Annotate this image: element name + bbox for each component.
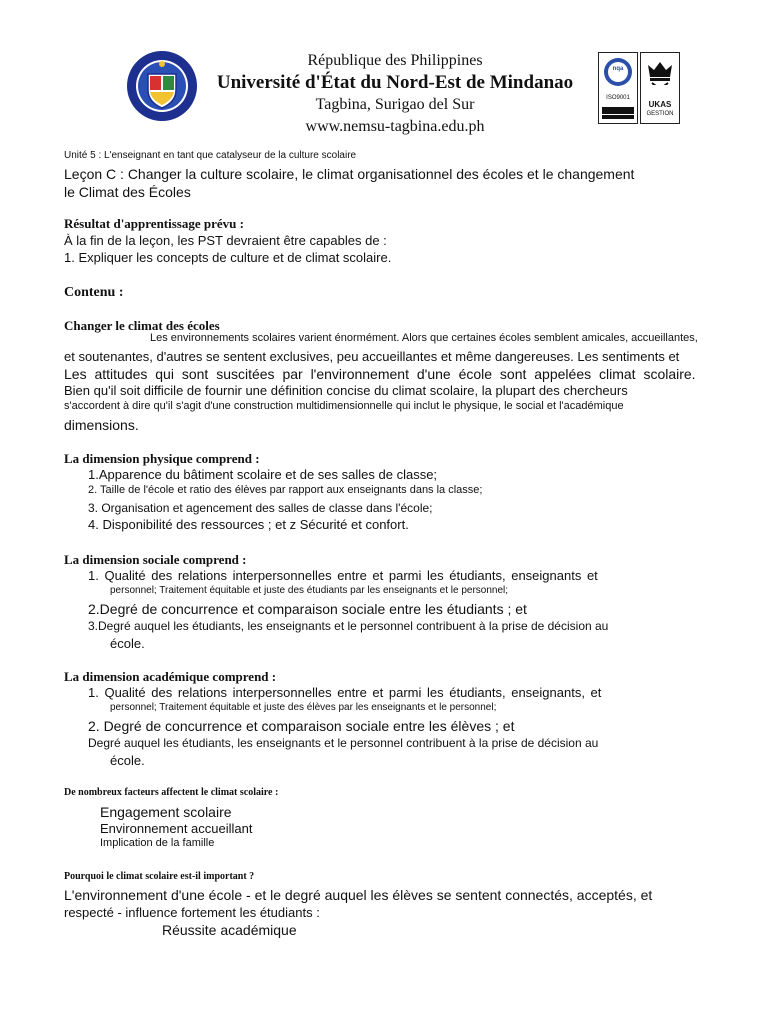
academic-heading: La dimension académique comprend :: [64, 669, 277, 684]
iso-label: ISO9001: [606, 95, 630, 101]
change-heading: Changer le climat des écoles: [64, 318, 220, 333]
paragraph-line: et soutenantes, d'autres se sentent exclusives, peu accueillantes et même dangereuses. Les sentiments et: [64, 349, 680, 364]
crown-icon: [642, 57, 678, 85]
list-item: Engagement scolaire: [100, 804, 232, 820]
list-item: Environnement accueillant: [100, 821, 253, 836]
paragraph-line: dimensions.: [64, 417, 139, 433]
iso-certification-badge: [598, 52, 638, 124]
paragraph-line: Bien qu'il soit difficile de fournir une définition concise du climat scolaire, la plupart des chercheurs: [64, 383, 628, 398]
paragraph-line: Les environnements scolaires varient énormément. Alors que certaines écoles semblent amicales, accueillantes,: [150, 332, 698, 344]
list-item: 2.Degré de concurrence et comparaison sociale entre les étudiants ; et: [88, 601, 527, 617]
list-item: personnel; Traitement équitable et juste des élèves par les enseignants et le personnel;: [110, 702, 497, 713]
lesson-title-line-2: le Climat des Écoles: [64, 184, 191, 200]
paragraph-line: respecté - influence fortement les étudiants :: [64, 905, 320, 920]
ukas-accreditation-badge: [640, 52, 680, 124]
cert-band: [602, 107, 634, 114]
list-item: 2. Degré de concurrence et comparaison sociale entre les élèves ; et: [88, 718, 515, 734]
lesson-title-line-1: Leçon C : Changer la culture scolaire, le climat organisationnel des écoles et le changement: [64, 166, 635, 182]
list-item: 3. Organisation et agencement des salles de classe dans l'école;: [88, 501, 433, 515]
country-name: République des Philippines: [307, 52, 483, 69]
list-item: 1. Qualité des relations interpersonnelles entre et parmi les étudiants, enseignants et: [88, 568, 598, 583]
why-heading: Pourquoi le climat scolaire est-il important ?: [64, 871, 255, 882]
university-seal-icon: [126, 50, 198, 122]
website-url: www.nemsu-tagbina.edu.ph: [305, 118, 485, 135]
list-item: école.: [110, 636, 145, 651]
physical-heading: La dimension physique comprend :: [64, 451, 260, 466]
campus-location: Tagbina, Surigao del Sur: [315, 96, 475, 113]
paragraph-line: L'environnement d'une école - et le degré auquel les élèves se sentent connectés, acceptés, et: [64, 887, 653, 903]
list-item: personnel; Traitement équitable et juste des étudiants par les enseignants et le personnel;: [110, 585, 509, 596]
list-item: 1.Apparence du bâtiment scolaire et de ses salles de classe;: [88, 467, 438, 482]
outcome-heading: Résultat d'apprentissage prévu :: [64, 216, 244, 231]
letterhead: [0, 0, 768, 140]
list-item: Implication de la famille: [100, 837, 215, 849]
list-item: 1. Qualité des relations interpersonnelles entre et parmi les étudiants, enseignants, et: [88, 685, 602, 700]
list-item: 3.Degré auquel les étudiants, les enseignants et le personnel contribuent à la prise de décision au: [88, 619, 609, 633]
nqa-logo-icon: [600, 56, 636, 90]
list-item: Degré auquel les étudiants, les enseignants et le personnel contribuent à la prise de décision au: [88, 736, 599, 750]
university-name: Université d'État du Nord-Est de Mindanao: [216, 72, 574, 93]
unit-title: Unité 5 : L'enseignant en tant que catalyseur de la culture scolaire: [64, 150, 357, 161]
cert-band: [602, 115, 634, 119]
list-item: 2. Taille de l'école et ratio des élèves par rapport aux enseignants dans la classe;: [88, 484, 483, 496]
list-item: Réussite académique: [162, 922, 297, 938]
ukas-label: UKAS: [648, 100, 672, 109]
list-item: 4. Disponibilité des ressources ; et z Sécurité et confort.: [88, 517, 409, 532]
factors-heading: De nombreux facteurs affectent le climat scolaire :: [64, 787, 279, 798]
list-item: école.: [110, 753, 145, 768]
content-heading: Contenu :: [64, 285, 124, 300]
nqa-label: nqa: [612, 66, 624, 72]
gestion-label: GESTION: [646, 111, 674, 117]
paragraph-line: Les attitudes qui sont suscitées par l'environnement d'une école sont appelées climat scolaire.: [64, 366, 696, 382]
letterhead-text: [190, 50, 600, 138]
outcome-intro: À la fin de la leçon, les PST devraient être capables de :: [64, 233, 387, 248]
paragraph-line: s'accordent à dire qu'il s'agit d'une construction multidimensionnelle qui inclut le physique, le social et l'académique: [64, 400, 624, 412]
outcome-item-1: 1. Expliquer les concepts de culture et de climat scolaire.: [64, 250, 392, 265]
social-heading: La dimension sociale comprend :: [64, 552, 247, 567]
